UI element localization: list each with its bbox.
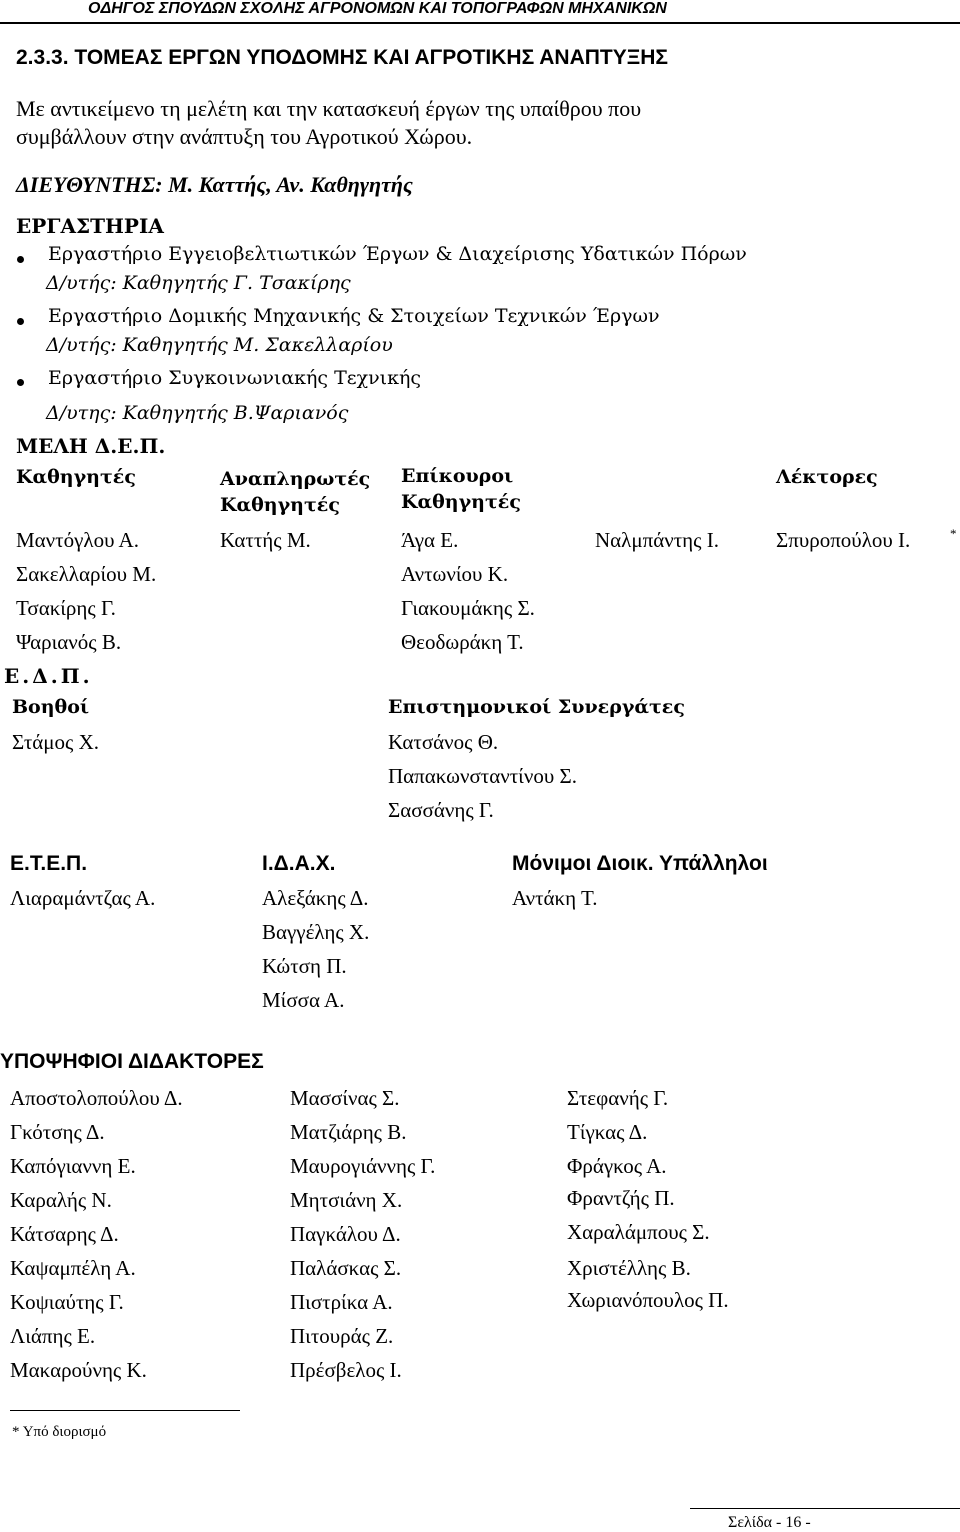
labs-heading: ΕΡΓΑΣΤΗΡΙΑ	[16, 214, 164, 238]
phd-name: Κοψιαύτης Γ.	[10, 1290, 124, 1314]
etep-heading: Ε.Τ.Ε.Π.	[10, 852, 88, 875]
lab-head: Δ/υτης: Καθηγητής Β.Ψαριανός	[46, 402, 349, 424]
bullet-icon	[17, 318, 24, 325]
professor-name: Ψαριανός Β.	[16, 630, 122, 654]
phd-name: Πιτουράς Ζ.	[290, 1324, 394, 1348]
phd-name: Μασσίνας Σ.	[290, 1086, 400, 1110]
lecturer-name: Σπυροπούλου Ι.	[776, 528, 911, 552]
professor-name: Σακελλαρίου Μ.	[16, 562, 157, 586]
page-number: Σελίδα - 16 -	[728, 1514, 811, 1531]
phd-name: Πρέσβελος Ι.	[290, 1358, 402, 1382]
section-heading: 2.3.3. ΤΟΜΕΑΣ ΕΡΓΩΝ ΥΠΟΔΟΜΗΣ ΚΑΙ ΑΓΡΟΤΙΚΗΣ ΑΝΑΠΤΥΞΗΣ	[16, 46, 669, 69]
col-associate-line2: Καθηγητές	[220, 494, 340, 516]
phd-name: Τίγκας Δ.	[567, 1120, 648, 1144]
scientific-name: Σασσάνης Γ.	[388, 798, 494, 822]
lab-name: Εργαστήριο Εγγειοβελτιωτικών Έργων & Διαχείρισης Υδατικών Πόρων	[48, 243, 747, 265]
phd-name: Γκότσης Δ.	[10, 1120, 105, 1144]
phd-name: Χαραλάμπους Σ.	[567, 1220, 710, 1244]
col-lecturers: Λέκτορες	[776, 466, 878, 488]
header-rule	[0, 22, 960, 24]
footnote: * Υπό διορισμό	[12, 1424, 107, 1440]
lab-head: Δ/υτής: Καθηγητής Μ. Σακελλαρίου	[46, 334, 393, 356]
edp-assistant-name: Στάμος Χ.	[12, 730, 100, 754]
col-assistants: Βοηθοί	[12, 696, 90, 718]
asterisk-mark: *	[950, 526, 957, 541]
idax-name: Κώτση Π.	[262, 954, 347, 978]
phd-name: Φράγκος Α.	[567, 1154, 667, 1178]
phd-name: Στεφανής Γ.	[567, 1086, 669, 1110]
assistant-name: Αντωνίου Κ.	[401, 562, 509, 586]
phd-name: Φραντζής Π.	[567, 1186, 675, 1210]
bullet-icon	[17, 256, 24, 263]
phd-name: Πιστρίκα Α.	[290, 1290, 393, 1314]
phd-name: Καψαμπέλη Α.	[10, 1256, 136, 1280]
phd-name: Παγκάλου Δ.	[290, 1222, 401, 1246]
phd-name: Μαυρογιάννης Γ.	[290, 1154, 436, 1178]
lab-name: Εργαστήριο Δομικής Μηχανικής & Στοιχείων Τεχνικών Έργων	[48, 305, 660, 327]
director-line: ΔΙΕΥΘΥΝΤΗΣ: Μ. Καττής, Αν. Καθηγητής	[16, 172, 413, 197]
page-rule	[690, 1508, 960, 1509]
scientific-name: Κατσάνος Θ.	[388, 730, 499, 754]
footnote-rule	[10, 1410, 240, 1411]
bullet-icon	[17, 379, 24, 386]
professor-name: Τσακίρης Γ.	[16, 596, 116, 620]
dep-heading: ΜΕΛΗ Δ.Ε.Π.	[16, 434, 166, 458]
phd-name: Λιάπης Ε.	[10, 1324, 96, 1348]
phd-name: Μακαρούνης Κ.	[10, 1358, 147, 1382]
admin-heading: Μόνιμοι Διοικ. Υπάλληλοι	[512, 852, 768, 875]
col-assistant-line1: Επίκουροι	[401, 465, 514, 487]
phd-name: Ματζιάρης Β.	[290, 1120, 407, 1144]
phd-heading: ΥΠΟΨΗΦΙΟΙ ΔΙΔΑΚΤΟΡΕΣ	[0, 1050, 264, 1073]
scientific-name: Παπακωνσταντίνου Σ.	[388, 764, 577, 788]
phd-name: Αποστολοπούλου Δ.	[10, 1086, 183, 1110]
associate-name: Καττής Μ.	[220, 528, 311, 552]
assistant-name: Θεοδωράκη Τ.	[401, 630, 524, 654]
idax-heading: Ι.Δ.Α.Χ.	[262, 852, 336, 875]
col-scientific: Επιστημονικοί Συνεργάτες	[388, 696, 685, 718]
intro-line-2: συμβάλλουν στην ανάπτυξη του Αγροτικού Χώρου.	[16, 124, 473, 149]
col-professors: Καθηγητές	[16, 466, 136, 488]
phd-name: Χωριανόπουλος Π.	[567, 1288, 729, 1312]
lab-head: Δ/υτής: Καθηγητής Γ. Τσακίρης	[46, 272, 351, 294]
phd-name: Μητσιάνη Χ.	[290, 1188, 403, 1212]
assistant-name: Άγα Ε.	[401, 528, 459, 552]
admin-name: Αντάκη Τ.	[512, 886, 598, 910]
phd-name: Παλάσκας Σ.	[290, 1256, 402, 1280]
lab-name: Εργαστήριο Συγκοινωνιακής Τεχνικής	[48, 367, 422, 389]
professor-name: Μαντόγλου Α.	[16, 528, 139, 552]
phd-name: Καραλής Ν.	[10, 1188, 112, 1212]
idax-name: Μίσσα Α.	[262, 988, 345, 1012]
edp-heading: Ε.Δ.Π.	[4, 664, 93, 688]
phd-name: Κάτσαρης Δ.	[10, 1222, 119, 1246]
lecturer-name: Ναλμπάντης Ι.	[595, 528, 719, 552]
col-assistant-line2: Καθηγητές	[401, 491, 521, 513]
col-associate-line1: Αναπληρωτές	[220, 468, 371, 490]
running-header: ΟΔΗΓΟΣ ΣΠΟΥΔΩΝ ΣΧΟΛΗΣ ΑΓΡΟΝΟΜΩΝ ΚΑΙ ΤΟΠΟΓΡΑΦΩΝ ΜΗΧΑΝΙΚΩΝ	[88, 0, 667, 17]
idax-name: Βαγγέλης Χ.	[262, 920, 370, 944]
phd-name: Χριστέλλης Β.	[567, 1256, 691, 1280]
intro-line-1: Με αντικείμενο τη μελέτη και την κατασκευή έργων της υπαίθρου που	[16, 96, 642, 121]
phd-name: Καπόγιαννη Ε.	[10, 1154, 136, 1178]
idax-name: Αλεξάκης Δ.	[262, 886, 369, 910]
etep-name: Λιαραμάντζας Α.	[10, 886, 156, 910]
assistant-name: Γιακουμάκης Σ.	[401, 596, 535, 620]
